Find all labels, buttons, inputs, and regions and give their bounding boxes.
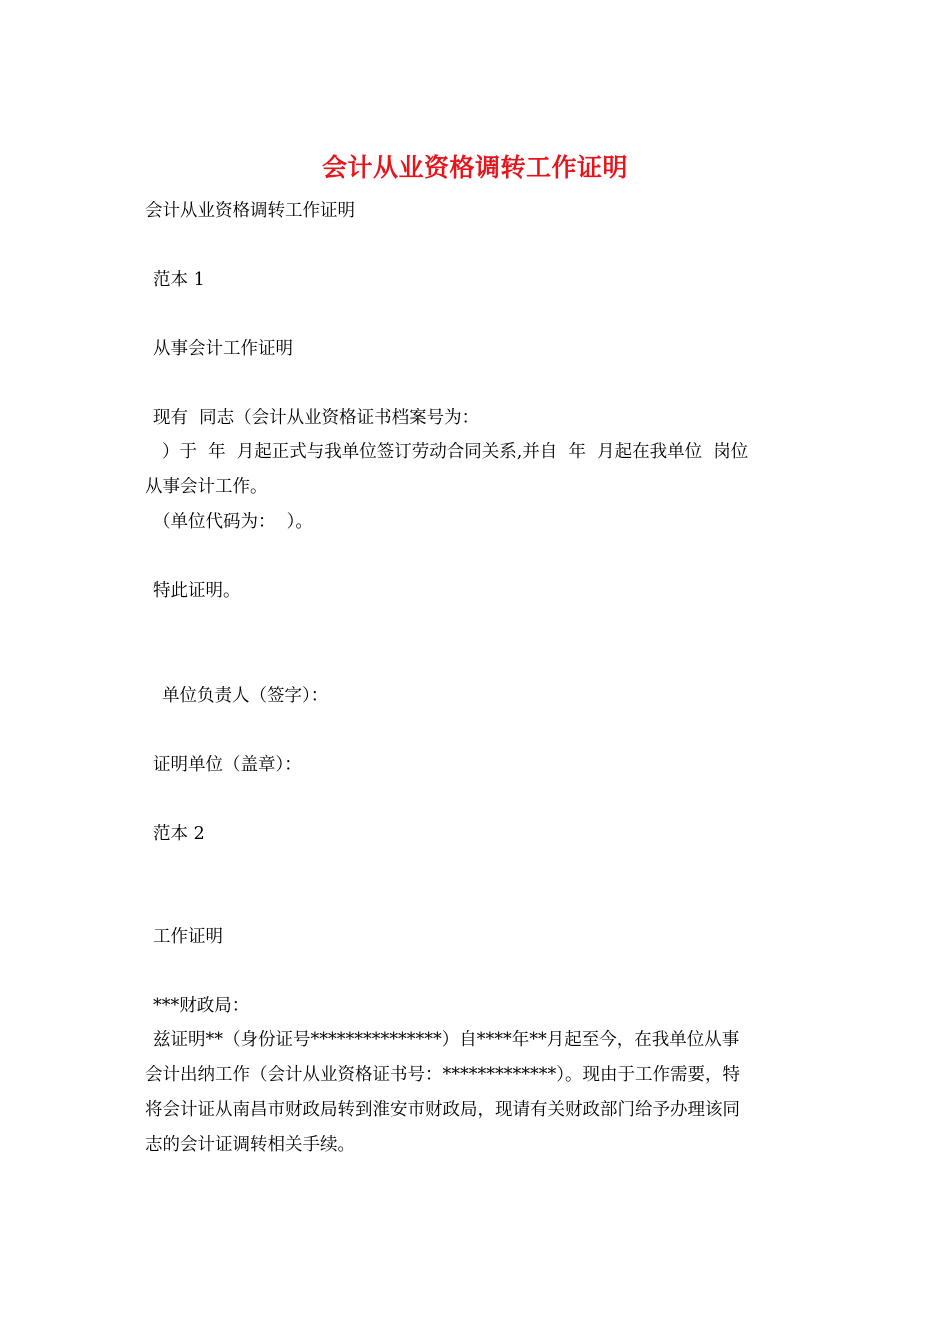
- sample1-heading: 从事会计工作证明: [153, 339, 293, 359]
- sample1-body-line: 从事会计工作。: [145, 477, 268, 497]
- sample1-body-line: （单位代码为： ）。: [153, 512, 313, 532]
- document-title: 会计从业资格调转工作证明: [321, 153, 628, 182]
- sample2-body-line: 志的会计证调转相关手续。: [145, 1135, 355, 1155]
- sample2-label: 范本 2: [153, 824, 205, 844]
- sample2-heading: 工作证明: [153, 927, 223, 947]
- sample2-addressee: ***财政局：: [153, 996, 250, 1016]
- sample2-body-line: 兹证明**（身份证号***************）自****年**月起至今，在我单位从事: [153, 1030, 740, 1050]
- sample2-body-line: 将会计证从南昌市财政局转到淮安市财政局，现请有关财政部门给予办理该同: [145, 1100, 740, 1120]
- sample1-closing: 特此证明。: [153, 581, 241, 601]
- document-subtitle: 会计从业资格调转工作证明: [145, 201, 355, 221]
- sample1-signatory: 单位负责人（签字）：: [162, 686, 329, 706]
- sample1-body-line: ）于 年 月起正式与我单位签订劳动合同关系,并自 年 月起在我单位 岗位: [162, 442, 749, 462]
- sample1-body-line: 现有 同志（会计从业资格证书档案号为：: [153, 408, 480, 428]
- sample1-label: 范本 1: [153, 270, 205, 290]
- sample2-body-line: 会计出纳工作（会计从业资格证书号：*************）。现由于工作需要，特: [145, 1065, 740, 1085]
- sample1-seal: 证明单位（盖章）：: [153, 755, 302, 775]
